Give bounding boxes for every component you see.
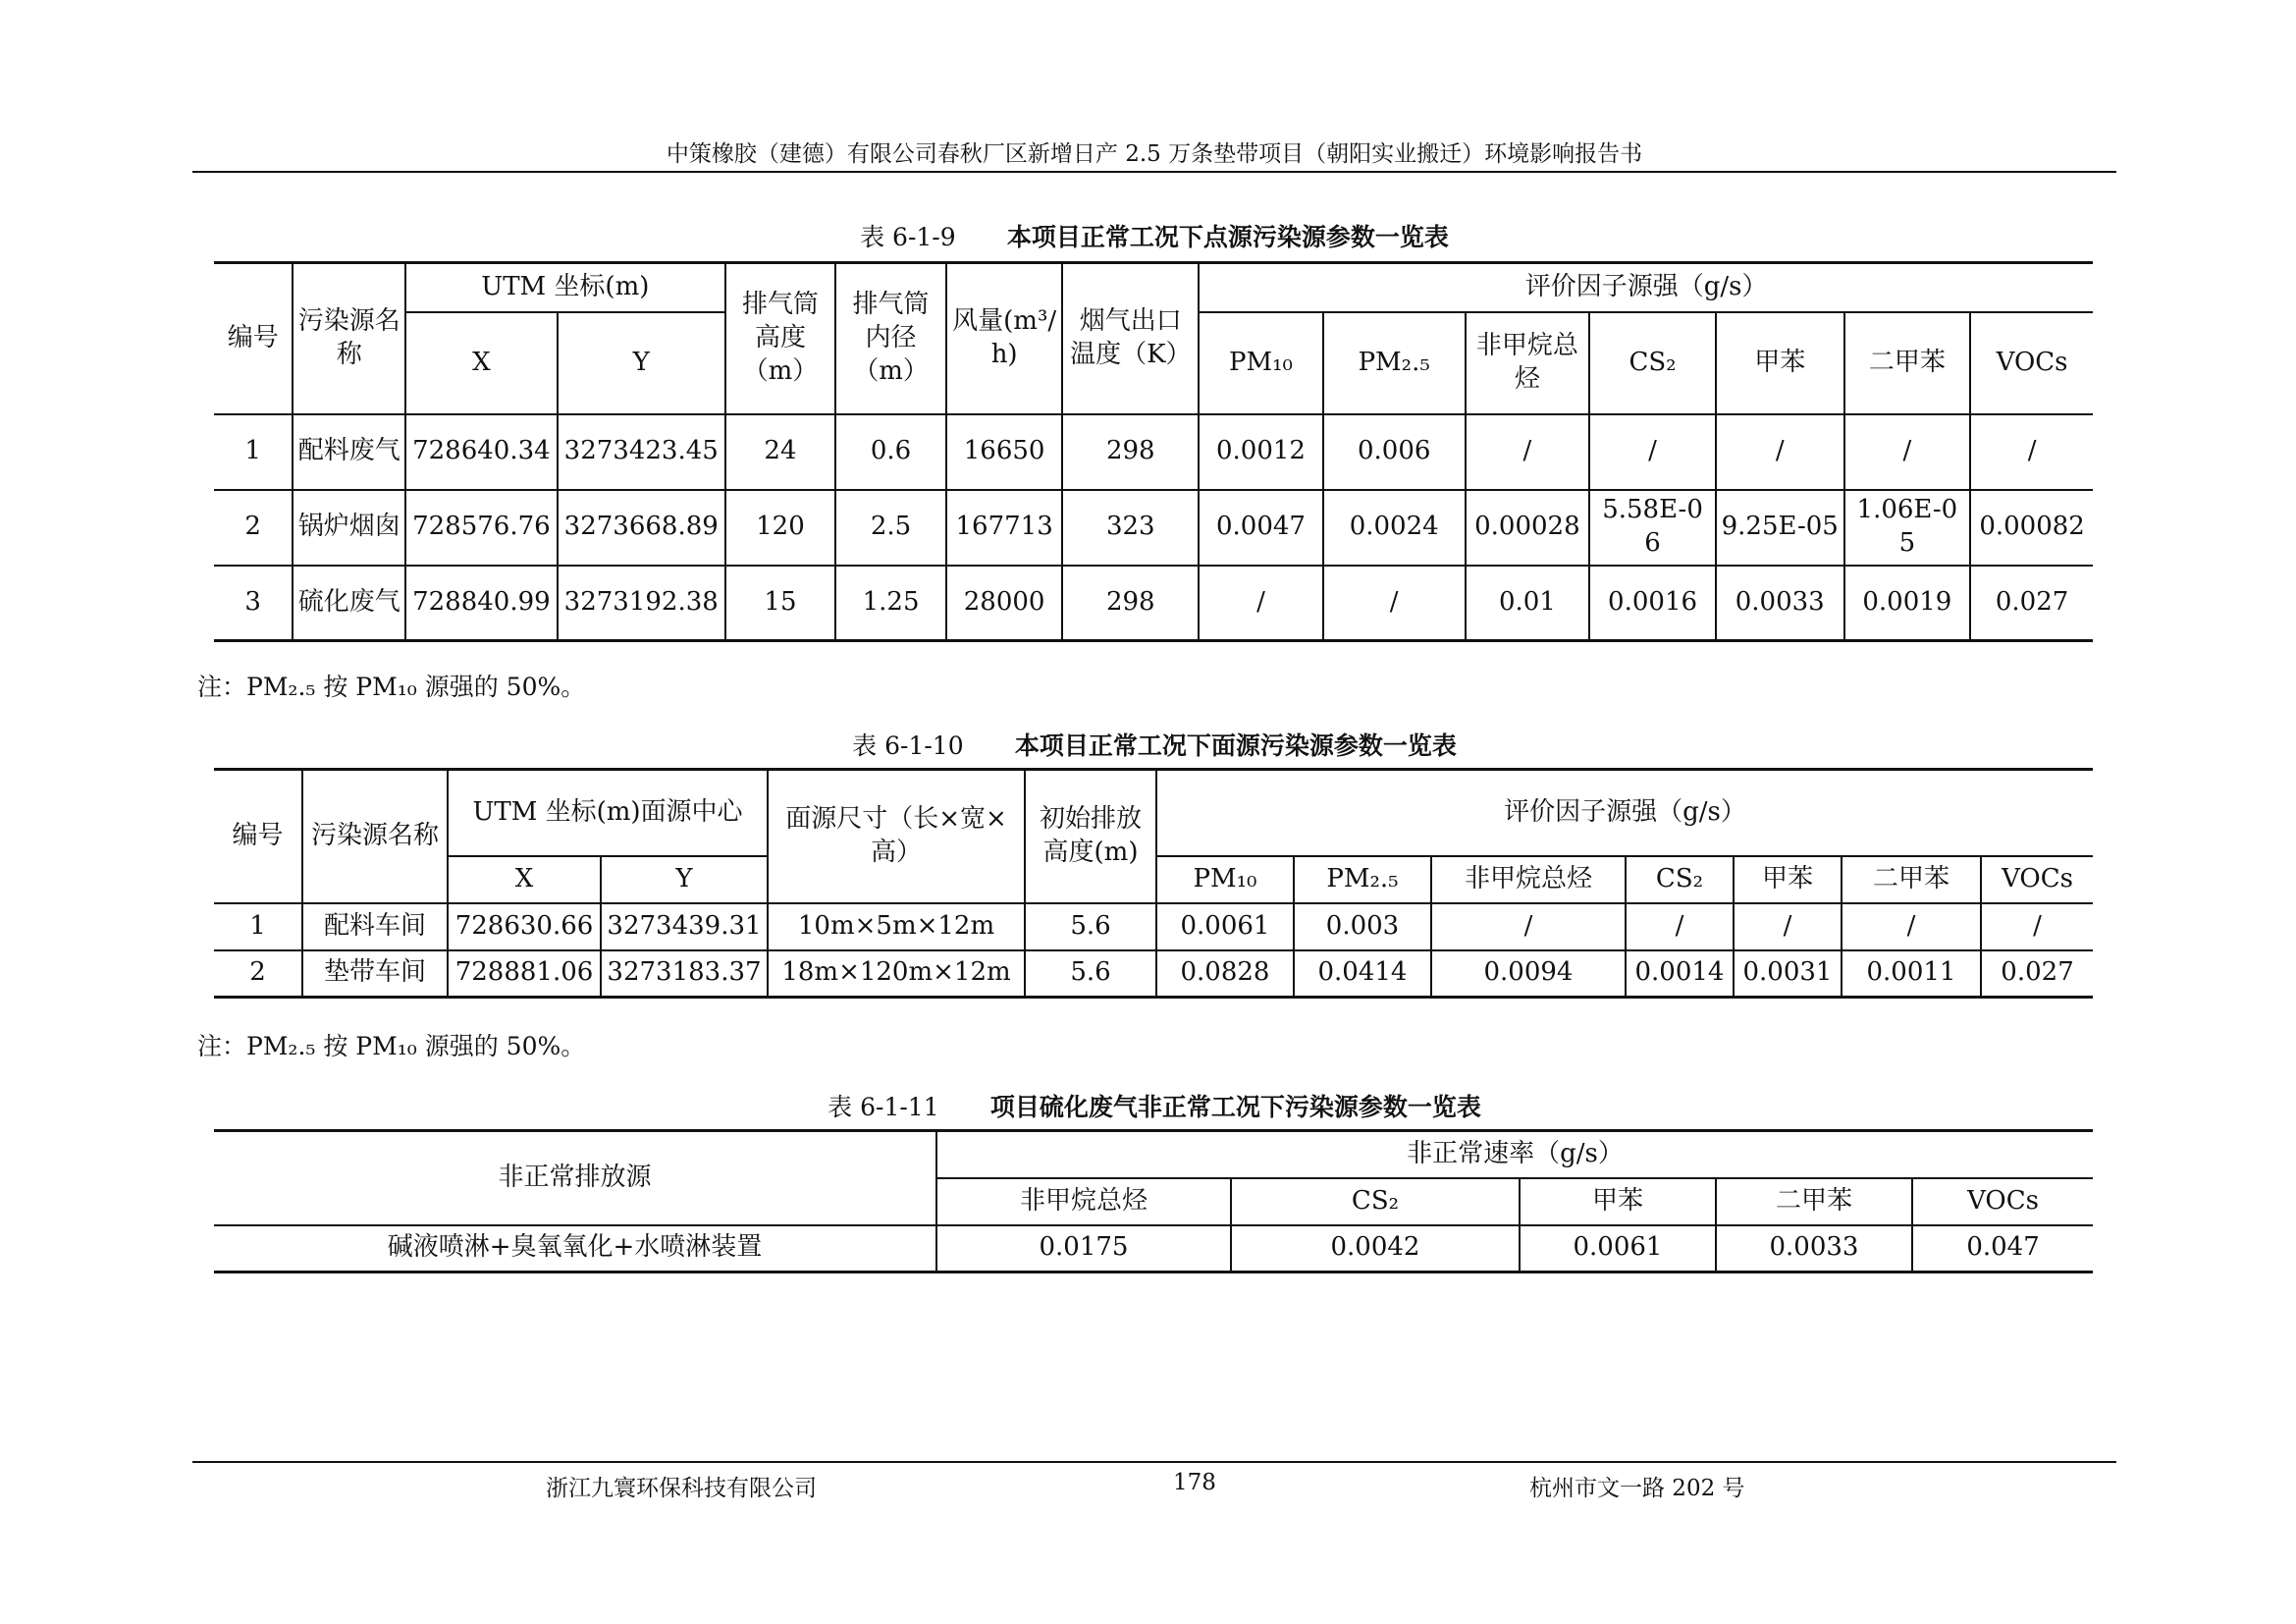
table-cell: / <box>1199 566 1323 641</box>
table-cell: / <box>1466 414 1590 490</box>
table1-caption-num: 表 6-1-9 <box>860 223 956 251</box>
col-header-utm: UTM 坐标(m)面源中心 <box>448 770 768 856</box>
col-header-rate: 非正常速率（g/s） <box>936 1131 2093 1178</box>
table-cell: 2 <box>214 490 293 566</box>
table-cell: 728576.76 <box>405 490 558 566</box>
table-cell: 1 <box>214 903 302 950</box>
table-cell: 0.0094 <box>1431 950 1626 998</box>
table-cell: 0.01 <box>1466 566 1590 641</box>
table-cell: 15 <box>725 566 836 641</box>
table-cell: 5.58E-06 <box>1589 490 1716 566</box>
table2-caption <box>192 727 2116 762</box>
table-cell: 0.0047 <box>1199 490 1323 566</box>
table2-caption-num: 表 6-1-10 <box>852 731 964 760</box>
col-header-temp: 烟气出口温度（K） <box>1062 263 1199 414</box>
table-cell: 0.0414 <box>1294 950 1431 998</box>
table-cell: 1 <box>214 414 293 490</box>
col-header-name: 污染源名称 <box>302 770 448 903</box>
col-header-name: 污染源名称 <box>293 263 405 414</box>
table-row <box>214 566 2093 641</box>
table-cell: 0.0031 <box>1734 950 1842 998</box>
footer-rule <box>192 1461 2116 1463</box>
table-cell: / <box>1844 414 1971 490</box>
table-cell: / <box>1842 903 1981 950</box>
table2-note: 注：PM₂.₅ 按 PM₁₀ 源强的 50%。 <box>197 1032 586 1060</box>
col-header-vocs: VOCs <box>1981 856 2093 903</box>
table-cell: / <box>1716 414 1844 490</box>
table-cell: 3273192.38 <box>558 566 725 641</box>
table-header-row <box>214 263 2093 312</box>
table-cell: 2.5 <box>835 490 946 566</box>
page-header: 中策橡胶（建德）有限公司春秋厂区新增日产 2.5 万条垫带项目（朝阳实业搬迁）环境影响报告书 <box>666 141 1643 167</box>
col-header-pm25: PM₂.₅ <box>1323 312 1466 414</box>
table1-point-sources <box>214 261 2093 642</box>
col-header-diameter: 排气筒内径（m） <box>835 263 946 414</box>
table-cell: / <box>1734 903 1842 950</box>
table-cell: / <box>1431 903 1626 950</box>
table-cell: 0.0061 <box>1156 903 1294 950</box>
table1-caption <box>192 218 2116 253</box>
col-header-xylene: 二甲苯 <box>1842 856 1981 903</box>
table-cell: 3273668.89 <box>558 490 725 566</box>
table-cell: 锅炉烟囱 <box>293 490 405 566</box>
table1-note: 注：PM₂.₅ 按 PM₁₀ 源强的 50%。 <box>197 673 586 701</box>
col-header-toluene: 甲苯 <box>1520 1178 1716 1225</box>
col-header-xylene: 二甲苯 <box>1844 312 1971 414</box>
table-cell: 5.6 <box>1025 903 1156 950</box>
table-cell: 9.25E-05 <box>1716 490 1844 566</box>
table3-caption <box>192 1088 2116 1123</box>
table-cell: 1.25 <box>835 566 946 641</box>
table-cell: / <box>1589 414 1716 490</box>
col-header-vocs: VOCs <box>1970 312 2093 414</box>
table-cell: / <box>1981 903 2093 950</box>
table-cell: 28000 <box>946 566 1063 641</box>
table-cell: 0.0014 <box>1626 950 1734 998</box>
col-header-height: 初始排放高度(m) <box>1025 770 1156 903</box>
table-cell: 0.003 <box>1294 903 1431 950</box>
table-cell: 0.0061 <box>1520 1225 1716 1272</box>
table-cell: 298 <box>1062 414 1199 490</box>
table-header-row <box>214 1131 2093 1178</box>
table-cell: 3273423.45 <box>558 414 725 490</box>
table-cell: 0.0042 <box>1231 1225 1520 1272</box>
col-header-nmhc: 非甲烷总烃 <box>936 1178 1231 1225</box>
table-cell: 0.6 <box>835 414 946 490</box>
footer-page-number: 178 <box>1173 1470 1216 1495</box>
table-cell: 0.0033 <box>1716 566 1844 641</box>
table-cell: 0.0019 <box>1844 566 1971 641</box>
table-cell: 24 <box>725 414 836 490</box>
col-header-y: Y <box>601 856 768 903</box>
table-cell: 0.00028 <box>1466 490 1590 566</box>
table-cell: / <box>1970 414 2093 490</box>
table-header-row <box>214 770 2093 856</box>
table-cell: 0.0016 <box>1589 566 1716 641</box>
col-header-x: X <box>405 312 558 414</box>
table-cell: 2 <box>214 950 302 998</box>
table-cell: 728881.06 <box>448 950 601 998</box>
col-header-no: 编号 <box>214 770 302 903</box>
table-cell: 323 <box>1062 490 1199 566</box>
col-header-utm: UTM 坐标(m) <box>405 263 725 312</box>
table-cell: 3273439.31 <box>601 903 768 950</box>
table-cell: 0.027 <box>1970 566 2093 641</box>
table-cell: 配料废气 <box>293 414 405 490</box>
col-header-nmhc: 非甲烷总烃 <box>1466 312 1590 414</box>
table-cell: 0.0024 <box>1323 490 1466 566</box>
col-header-pm10: PM₁₀ <box>1156 856 1294 903</box>
table-cell: 728630.66 <box>448 903 601 950</box>
table-cell: 垫带车间 <box>302 950 448 998</box>
col-header-size: 面源尺寸（长×宽×高） <box>768 770 1025 903</box>
table-cell: 0.047 <box>1912 1225 2093 1272</box>
table-cell: 16650 <box>946 414 1063 490</box>
table-cell: 1.06E-05 <box>1844 490 1971 566</box>
col-header-x: X <box>448 856 601 903</box>
table-cell: 0.0012 <box>1199 414 1323 490</box>
col-header-vocs: VOCs <box>1912 1178 2093 1225</box>
col-header-factor: 评价因子源强（g/s） <box>1199 263 2093 312</box>
table-cell: 0.00082 <box>1970 490 2093 566</box>
col-header-factor: 评价因子源强（g/s） <box>1156 770 2093 856</box>
table-cell: 硫化废气 <box>293 566 405 641</box>
table-cell: 5.6 <box>1025 950 1156 998</box>
table-cell: 298 <box>1062 566 1199 641</box>
col-header-pm25: PM₂.₅ <box>1294 856 1431 903</box>
col-header-flow: 风量(m³/h) <box>946 263 1063 414</box>
table-cell: 120 <box>725 490 836 566</box>
table1-caption-title: 本项目正常工况下点源污染源参数一览表 <box>1006 223 1449 251</box>
table-cell: 728840.99 <box>405 566 558 641</box>
table-row <box>214 490 2093 566</box>
table-row <box>214 414 2093 490</box>
table-cell: 167713 <box>946 490 1063 566</box>
table-cell: 3 <box>214 566 293 641</box>
table-cell: 0.0011 <box>1842 950 1981 998</box>
table2-area-sources <box>214 768 2093 999</box>
table-row <box>214 1225 2093 1272</box>
col-header-y: Y <box>558 312 725 414</box>
table-cell: 碱液喷淋+臭氧氧化+水喷淋装置 <box>214 1225 936 1272</box>
footer-address: 杭州市文一路 202 号 <box>1529 1476 1745 1501</box>
table-cell: 0.0033 <box>1716 1225 1912 1272</box>
col-header-toluene: 甲苯 <box>1716 312 1844 414</box>
table-row <box>214 903 2093 950</box>
col-header-no: 编号 <box>214 263 293 414</box>
header-rule <box>192 171 2116 173</box>
col-header-nmhc: 非甲烷总烃 <box>1431 856 1626 903</box>
col-header-height: 排气筒高度（m） <box>725 263 836 414</box>
col-header-cs2: CS₂ <box>1626 856 1734 903</box>
table-cell: 728640.34 <box>405 414 558 490</box>
table-cell: / <box>1626 903 1734 950</box>
table-cell: 0.0175 <box>936 1225 1231 1272</box>
table3-abnormal-sources <box>214 1129 2093 1273</box>
table3-caption-title: 项目硫化废气非正常工况下污染源参数一览表 <box>989 1093 1481 1121</box>
table3-caption-num: 表 6-1-11 <box>828 1093 939 1121</box>
table-cell: 配料车间 <box>302 903 448 950</box>
table-cell: 10m×5m×12m <box>768 903 1025 950</box>
table-cell: / <box>1323 566 1466 641</box>
table-cell: 0.006 <box>1323 414 1466 490</box>
col-header-pm10: PM₁₀ <box>1199 312 1323 414</box>
table-row <box>214 950 2093 998</box>
table-cell: 18m×120m×12m <box>768 950 1025 998</box>
table-cell: 3273183.37 <box>601 950 768 998</box>
col-header-xylene: 二甲苯 <box>1716 1178 1912 1225</box>
footer-company: 浙江九寰环保科技有限公司 <box>546 1476 817 1501</box>
table2-caption-title: 本项目正常工况下面源污染源参数一览表 <box>1014 731 1457 760</box>
table-cell: 0.027 <box>1981 950 2093 998</box>
col-header-source: 非正常排放源 <box>214 1131 936 1225</box>
col-header-toluene: 甲苯 <box>1734 856 1842 903</box>
col-header-cs2: CS₂ <box>1589 312 1716 414</box>
col-header-cs2: CS₂ <box>1231 1178 1520 1225</box>
table-cell: 0.0828 <box>1156 950 1294 998</box>
